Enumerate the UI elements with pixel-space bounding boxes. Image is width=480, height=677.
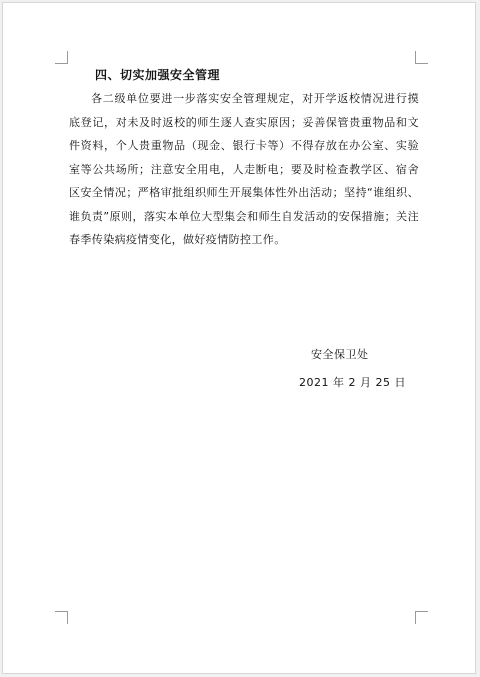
crop-mark-bottom-right [415, 611, 428, 624]
signature-date: 2021 年 2 月 25 日 [299, 376, 406, 389]
crop-mark-bottom-left [55, 611, 68, 624]
signature-organization: 安全保卫处 [311, 348, 369, 361]
crop-mark-top-left [55, 51, 68, 64]
section-paragraph: 各二级单位要进一步落实安全管理规定，对开学返校情况进行摸底登记，对未及时返校的师生逐人查实原因；妥善保管贵重物品和文件资料，个人贵重物品（现金、银行卡等）不得存放在办公室、实验室等公共场所；注意安全用电，人走断电；要及时检查教学区、宿舍区安全情况；严格审批组织师生开展集体性外出活动；坚持“谁组织、谁负责”原则，落实本单位大型集会和师生自发活动的安保措施；关注春季传染病疫情变化，做好疫情防控工作。 [69, 92, 419, 246]
document-body [69, 63, 419, 252]
section-heading: 四、切实加强安全管理 [95, 68, 221, 82]
document-page [2, 2, 476, 674]
